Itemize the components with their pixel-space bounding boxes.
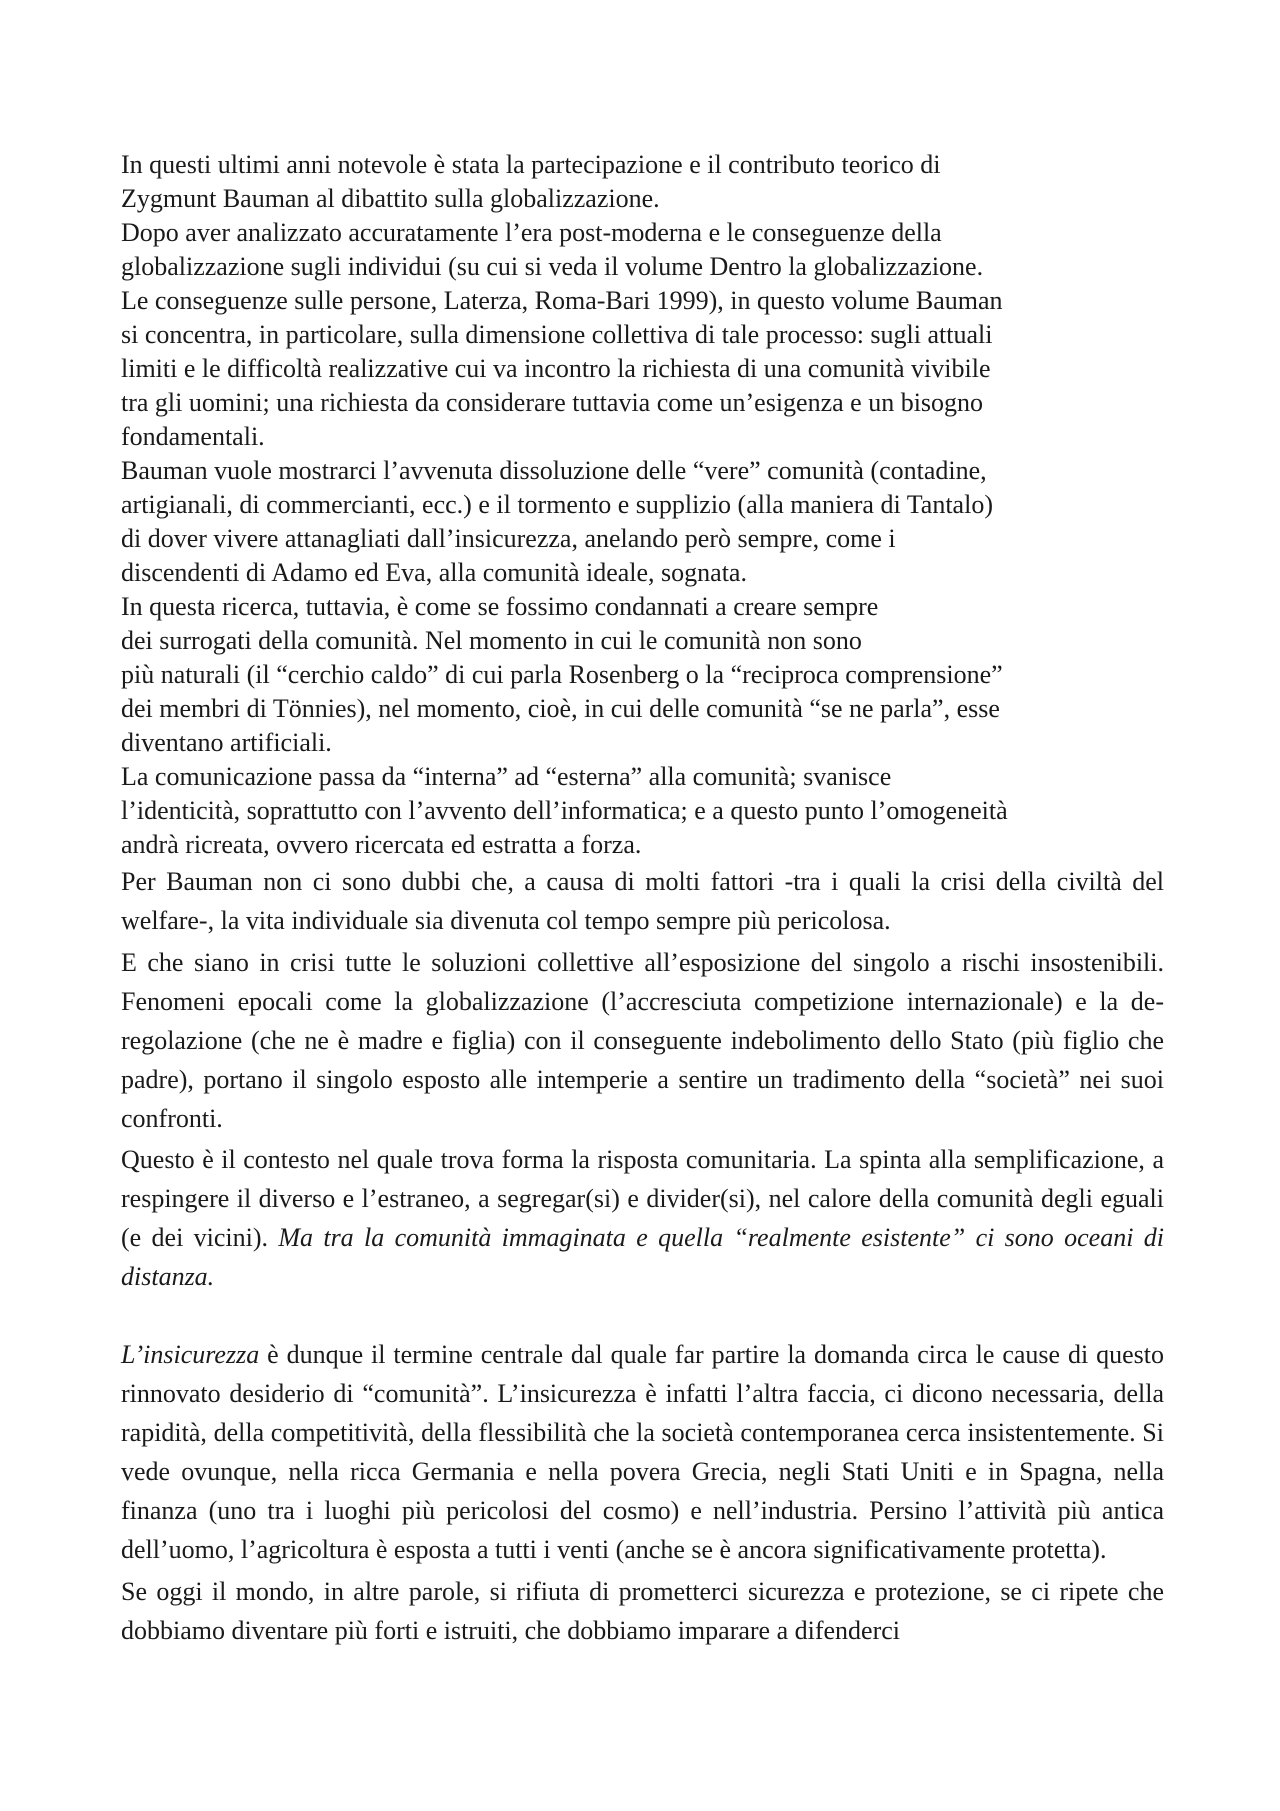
paragraph-post-modern [121,216,1164,454]
paragraph-welfare: Per Bauman non ci sono dubbi che, a causa di molti fattori -tra i quali la crisi della civiltà del welfare-, la vita individuale sia divenuta col tempo sempre più pericolosa. [121,867,1164,935]
paragraph-world-refuses: Se oggi il mondo, in altre parole, si rifiuta di prometterci sicurezza e protezione, se ci ripete che dobbiamo diventare più forti e istruiti, che dobbiamo imparare a difenderci [121,1576,1164,1645]
body-text-upper [121,148,1164,862]
italic-quote: Ma tra la comunità immaginata e quella “realmente esistente” ci sono oceani di distanza. [121,1223,1164,1291]
text-line: l’identicità, soprattutto con l’avvento dell’informatica; e a questo punto l’omogeneità [121,796,1008,825]
paragraph-text: Questo è il contesto nel quale trova forma la risposta comunitaria. La spinta alla semplificazione, a respingere il diverso e l’estraneo, a segregar(si) e divider(si), nel calore della comunità degli eguali (e dei vicini). [121,1145,1164,1252]
document-page [121,148,1164,1652]
body-text-lower [121,862,1164,1650]
text-line: si concentra, in particolare, sulla dimensione collettiva di tale processo: sugli attuali [121,320,993,349]
text-line: globalizzazione sugli individui (su cui si veda il volume Dentro la globalizzazione. [121,252,984,281]
text-line: dei membri di Tönnies), nel momento, cioè, in cui delle comunità “se ne parla”, esse [121,694,1000,723]
paragraph-insecurity [121,1335,1164,1569]
italic-term: L’insicurezza [121,1340,260,1369]
text-line: dei surrogati della comunità. Nel momento in cui le comunità non sono [121,626,862,655]
paragraph-intro [121,148,1164,216]
text-line: più naturali (il “cerchio caldo” di cui parla Rosenberg o la “reciproca comprensione” [121,660,1003,689]
paragraph-text: è dunque il termine centrale dal quale far partire la domanda circa le cause di questo rinnovato desiderio di “comunità”. L’insicurezza è infatti l’altra faccia, ci dicono necessaria, della rapidità, della competitività, della flessibilità che la società contemporanea cerca insistentemente. Si vede ovunque, nella ricca Germania e nella povera Grecia, negli Stati Uniti e in Spagna, nella finanza (uno tra i luoghi più pericolosi del cosmo) e nell’industria. Persino l’attività più antica dell’uomo, l’agricoltura è esposta a tutti i venti (anche se è ancora significativamente protetta). [121,1340,1164,1564]
text-line: artigianali, di commercianti, ecc.) e il tormento e supplizio (alla maniera di Tantalo) [121,490,993,519]
text-line: fondamentali. [121,422,265,451]
text-line: discendenti di Adamo ed Eva, alla comunità ideale, sognata. [121,558,747,587]
paragraph-communication [121,760,1164,862]
text-line: andrà ricreata, ovvero ricercata ed estratta a forza. [121,830,642,859]
paragraph-dissolution [121,454,1164,590]
text-line: La comunicazione passa da “interna” ad “esterna” alla comunità; svanisce [121,762,892,791]
text-line: Le conseguenze sulle persone, Laterza, Roma-Bari 1999), in questo volume Bauman [121,286,1003,315]
text-line: In questa ricerca, tuttavia, è come se fossimo condannati a creare sempre [121,592,879,621]
text-line: di dover vivere attanagliati dall’insicurezza, anelando però sempre, come i [121,524,896,553]
paragraph-communitarian-response [121,1140,1164,1296]
paragraph-surrogates [121,590,1164,760]
text-line: Zygmunt Bauman al dibattito sulla globalizzazione. [121,184,660,213]
text-line: Dopo aver analizzato accuratamente l’era post-moderna e le conseguenze della [121,218,942,247]
text-line: limiti e le difficoltà realizzative cui va incontro la richiesta di una comunità vivibile [121,354,991,383]
text-line: In questi ultimi anni notevole è stata la partecipazione e il contributo teorico di [121,150,941,179]
paragraph-collective-crisis: E che siano in crisi tutte le soluzioni collettive all’esposizione del singolo a rischi insostenibili. Fenomeni epocali come la globalizzazione (l’accresciuta competizione internazionale) e la de-regolazione (che ne è madre e figlia) con il conseguente indebolimento dello Stato (più figlio che padre), portano il singolo esposto alle intemperie a sentire un tradimento della “società” nei suoi confronti. [121,947,1164,1133]
text-line: diventano artificiali. [121,728,332,757]
text-line: tra gli uomini; una richiesta da considerare tuttavia come un’esigenza e un bisogno [121,388,984,417]
text-line: Bauman vuole mostrarci l’avvenuta dissoluzione delle “vere” comunità (contadine, [121,456,987,485]
